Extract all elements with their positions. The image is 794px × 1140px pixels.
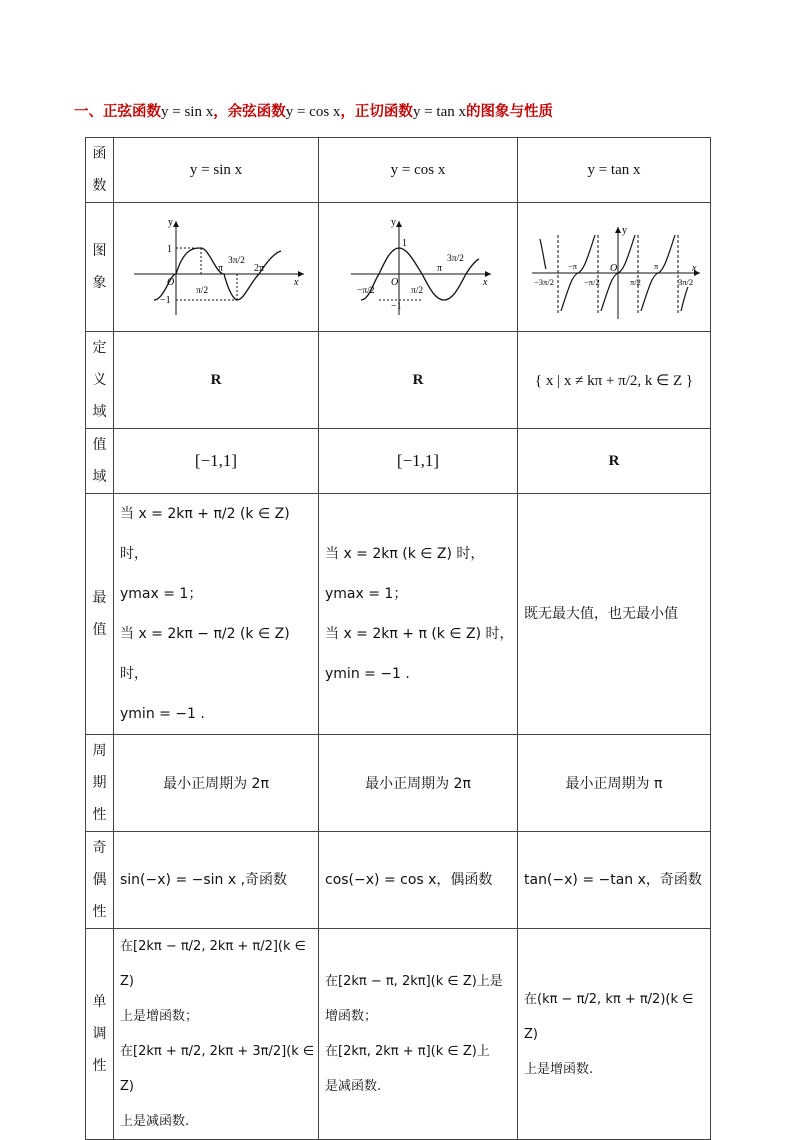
tan-tick-neg-pi-half: −π/2 [584, 277, 600, 287]
label-range: 值 域 [86, 429, 114, 494]
graph-sin-cell [114, 203, 319, 332]
row-graph [86, 203, 711, 332]
range-cos: [−1,1] [319, 429, 518, 494]
heading-sep2: ，正切函数 [340, 104, 413, 120]
parity-sin: sin(−x) = −sin x ,奇函数 [114, 832, 319, 929]
row-extrema [86, 494, 711, 735]
tan-tick-pi-half: π/2 [630, 277, 641, 287]
tan-tick-neg-pi: −π [568, 261, 578, 271]
monotonicity-sin: 在[2kπ − π/2, 2kπ + π/2](k ∈ Z) 上是增函数； 在[2kπ + π/2, 2kπ + 3π/2](k ∈ Z) 上是减函数. [114, 929, 319, 1140]
cos-neg-one-label: −1 [391, 301, 402, 312]
heading-sin-formula: y = sin x [161, 104, 214, 120]
sin-tick-pi-half: π/2 [196, 286, 209, 296]
monotonicity-tan: 在(kπ − π/2, kπ + π/2)(k ∈ Z) 上是增函数. [518, 929, 711, 1140]
row-header [86, 138, 711, 203]
tan-origin-label: O [610, 263, 618, 274]
period-tan: 最小正周期为 π [518, 735, 711, 832]
label-extrema: 最 值 [86, 494, 114, 735]
domain-tan: { x | x ≠ kπ + π/2, k ∈ Z } [518, 332, 711, 429]
label-graph: 图 象 [86, 203, 114, 332]
extrema-cos: 当 x = 2kπ (k ∈ Z) 时， ymax = 1； 当 x = 2kπ + π (k ∈ Z) 时， ymin = −1 . [319, 494, 518, 735]
tan-x-label: x [692, 263, 697, 274]
sin-y-label: y [168, 217, 173, 228]
extrema-sin: 当 x = 2kπ + π/2 (k ∈ Z) 时， ymax = 1； 当 x = 2kπ − π/2 (k ∈ Z) 时， ymin = −1 . [114, 494, 319, 735]
sin-x-label: x [294, 277, 299, 288]
heading-suffix: 的图象与性质 [465, 104, 553, 120]
heading-prefix: 一、正弦函数 [74, 104, 161, 120]
period-sin: 最小正周期为 2π [114, 735, 319, 832]
tan-tick-pi: π [654, 261, 659, 271]
graph-cos-cell [319, 203, 518, 332]
sin-origin-label: O [167, 277, 175, 288]
cos-origin-label: O [391, 277, 399, 288]
header-sin: y = sin x [114, 138, 319, 203]
cos-y-label: y [391, 217, 396, 228]
parity-cos: cos(−x) = cos x，偶函数 [319, 832, 518, 929]
tan-tick-3pi-half: 3π/2 [678, 277, 694, 287]
sin-one-label: 1 [167, 244, 172, 255]
cos-graph [321, 203, 515, 327]
range-sin: [−1,1] [114, 429, 319, 494]
cos-tick-pi-half: π/2 [411, 286, 424, 296]
label-function: 函 数 [86, 138, 114, 203]
sin-tick-pi: π [218, 263, 224, 274]
period-cos: 最小正周期为 2π [319, 735, 518, 832]
tan-graph [520, 203, 708, 327]
cos-tick-pi: π [437, 263, 443, 274]
sin-neg-one-label: −1 [160, 295, 171, 306]
cos-one-label: 1 [402, 238, 407, 249]
heading-cos-formula: y = cos x [285, 104, 341, 120]
label-parity: 奇 偶 性 [86, 832, 114, 929]
domain-sin: R [114, 332, 319, 429]
section-heading [74, 100, 553, 121]
range-tan: R [518, 429, 711, 494]
heading-tan-formula: y = tan x [412, 104, 466, 120]
header-tan: y = tan x [518, 138, 711, 203]
row-domain [86, 332, 711, 429]
domain-cos: R [319, 332, 518, 429]
label-monotonicity: 单 调 性 [86, 929, 114, 1140]
graph-tan-cell [518, 203, 711, 332]
row-parity [86, 832, 711, 929]
trig-properties-table [85, 137, 711, 1140]
row-period [86, 735, 711, 832]
sin-tick-2pi: 2π [254, 263, 265, 274]
sin-graph [116, 203, 316, 327]
cos-tick-3pi-half: 3π/2 [447, 254, 464, 264]
row-monotonicity [86, 929, 711, 1140]
label-period: 周 期 性 [86, 735, 114, 832]
sin-tick-3pi-half: 3π/2 [228, 256, 245, 266]
cos-x-label: x [483, 277, 488, 288]
cos-tick-neg-pi-half: −π/2 [357, 286, 375, 296]
label-domain: 定 义 域 [86, 332, 114, 429]
tan-y-label: y [622, 225, 627, 236]
tan-tick-neg-3pi-half: −3π/2 [534, 277, 554, 287]
extrema-tan: 既无最大值，也无最小值 [518, 494, 711, 735]
header-cos: y = cos x [319, 138, 518, 203]
heading-sep1: ，余弦函数 [213, 104, 286, 120]
row-range [86, 429, 711, 494]
monotonicity-cos: 在[2kπ − π, 2kπ](k ∈ Z)上是 增函数； 在[2kπ, 2kπ + π](k ∈ Z)上 是减函数. [319, 929, 518, 1140]
parity-tan: tan(−x) = −tan x，奇函数 [518, 832, 711, 929]
